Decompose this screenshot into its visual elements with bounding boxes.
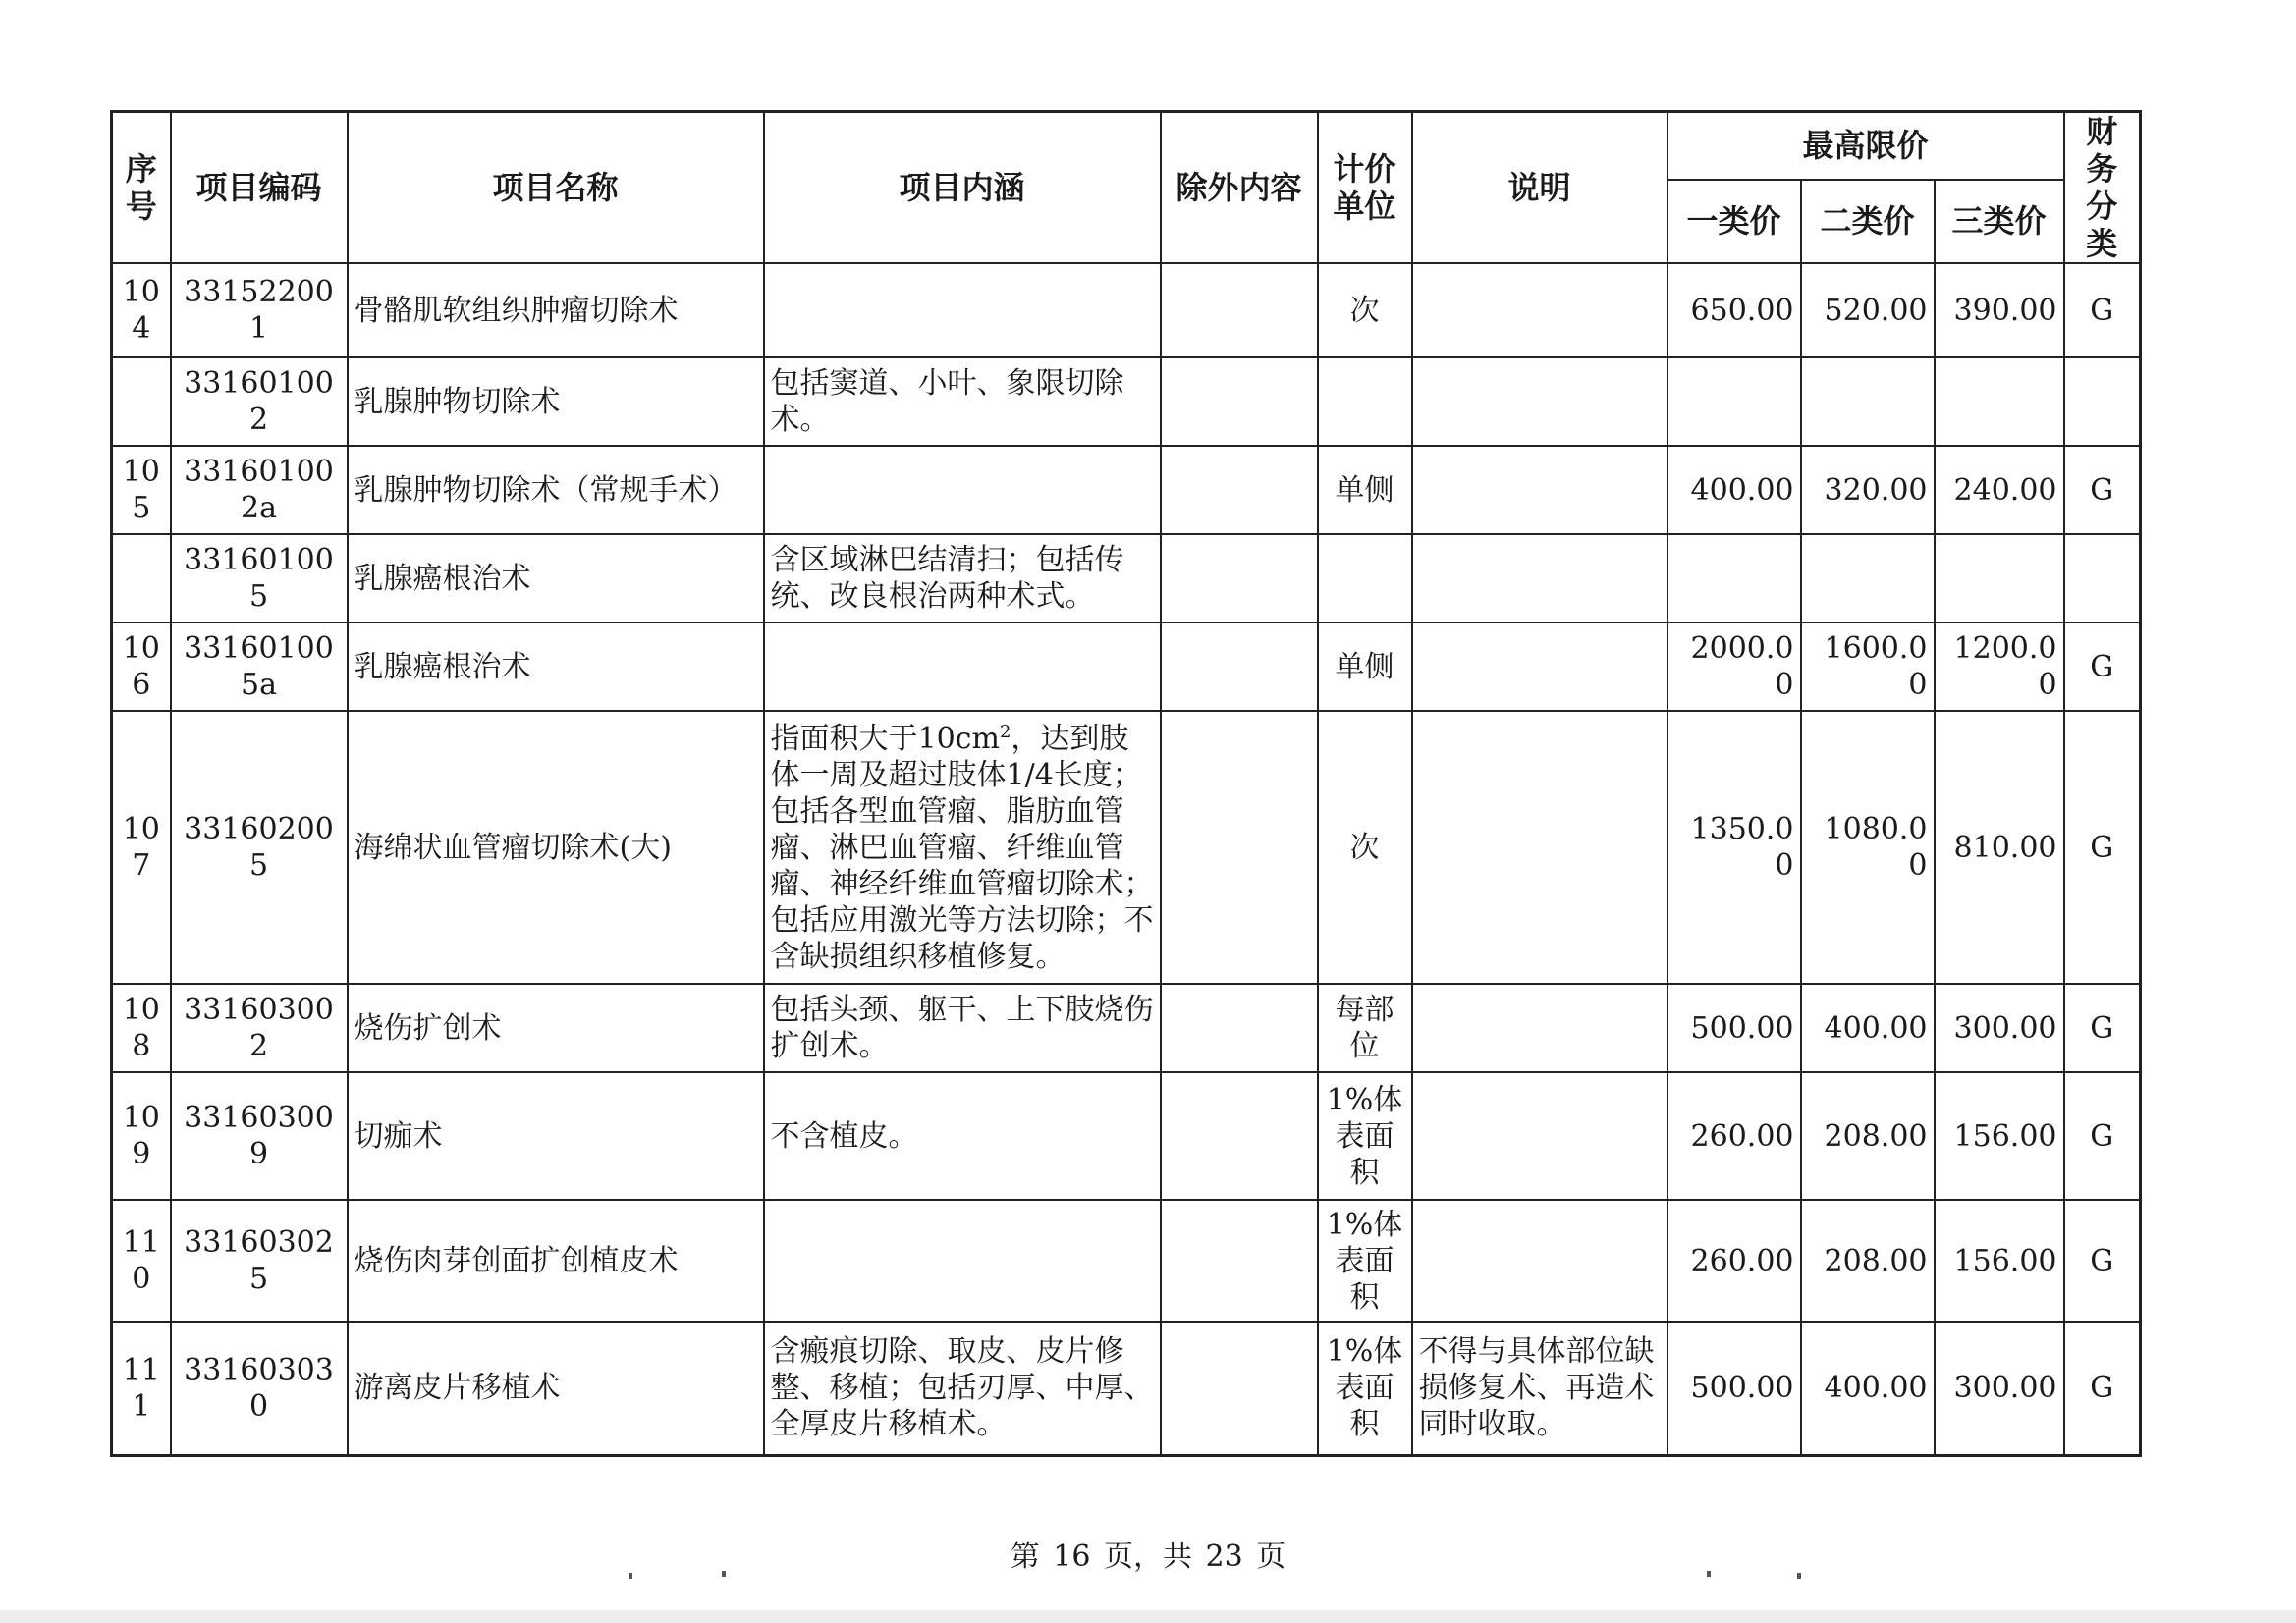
cell-code: 331602005 — [171, 711, 348, 984]
footer-page-number: 16 — [1053, 1540, 1091, 1574]
header-class2: 二类价 — [1801, 180, 1935, 263]
cell-seq: 104 — [112, 263, 171, 357]
cell-finance: G — [2064, 622, 2141, 711]
cell-note — [1412, 263, 1667, 357]
cell-price-class1: 2000.00 — [1667, 622, 1801, 711]
cell-excluded — [1161, 1322, 1318, 1455]
cell-name: 骨骼肌软组织肿瘤切除术 — [348, 263, 764, 357]
cell-name: 乳腺癌根治术 — [348, 534, 764, 622]
cell-content: 含区域淋巴结清扫；包括传统、改良根治两种术式。 — [764, 534, 1161, 622]
footer-prefix: 第 — [1010, 1540, 1040, 1574]
header-note: 说明 — [1412, 112, 1667, 264]
header-max-price: 最高限价 — [1667, 112, 2064, 180]
cell-content — [764, 622, 1161, 711]
cell-content: 包括窦道、小叶、象限切除术。 — [764, 357, 1161, 446]
cell-excluded — [1161, 357, 1318, 446]
footer-mid: 页，共 — [1104, 1540, 1192, 1574]
cell-name: 烧伤肉芽创面扩创植皮术 — [348, 1200, 764, 1322]
table-row — [112, 534, 2141, 622]
page-footer — [0, 1532, 2296, 1575]
cell-seq: 109 — [112, 1072, 171, 1200]
cell-content: 不含植皮。 — [764, 1072, 1161, 1200]
cell-seq: 110 — [112, 1200, 171, 1322]
cell-code: 331603030 — [171, 1322, 348, 1455]
cell-note — [1412, 984, 1667, 1072]
header-class1: 一类价 — [1667, 180, 1801, 263]
cell-price-class2: 400.00 — [1801, 1322, 1935, 1455]
cell-code: 331601005 — [171, 534, 348, 622]
cell-excluded — [1161, 622, 1318, 711]
superscript-two: 2 — [999, 721, 1011, 742]
table-row — [112, 1200, 2141, 1322]
cell-price-class3: 240.00 — [1935, 446, 2064, 534]
cell-price-class2 — [1801, 534, 1935, 622]
cell-price-class2: 1080.00 — [1801, 711, 1935, 984]
table-row — [112, 622, 2141, 711]
table-row — [112, 357, 2141, 446]
cell-excluded — [1161, 1200, 1318, 1322]
cell-excluded — [1161, 534, 1318, 622]
cell-price-class3: 1200.00 — [1935, 622, 2064, 711]
table-header — [112, 112, 2141, 264]
cell-unit: 1%体表面积 — [1318, 1322, 1412, 1455]
cell-seq — [112, 534, 171, 622]
cell-finance: G — [2064, 984, 2141, 1072]
cell-unit — [1318, 357, 1412, 446]
cell-note — [1412, 711, 1667, 984]
cell-seq: 108 — [112, 984, 171, 1072]
cell-price-class3: 390.00 — [1935, 263, 2064, 357]
table-row — [112, 711, 2141, 984]
cell-code: 331603009 — [171, 1072, 348, 1200]
cell-price-class1 — [1667, 357, 1801, 446]
cell-seq: 105 — [112, 446, 171, 534]
header-code: 项目编码 — [171, 112, 348, 264]
table-body — [112, 263, 2141, 1455]
header-class3: 三类价 — [1935, 180, 2064, 263]
header-excluded: 除外内容 — [1161, 112, 1318, 264]
cell-seq: 107 — [112, 711, 171, 984]
content-text-pre: 指面积大于10cm — [770, 721, 1000, 756]
cell-unit: 次 — [1318, 263, 1412, 357]
cell-price-class2: 520.00 — [1801, 263, 1935, 357]
cell-code: 331522001 — [171, 263, 348, 357]
cell-unit: 每部位 — [1318, 984, 1412, 1072]
header-seq: 序号 — [112, 112, 171, 264]
cell-unit — [1318, 534, 1412, 622]
cell-price-class3 — [1935, 357, 2064, 446]
cell-name: 乳腺癌根治术 — [348, 622, 764, 711]
cell-note — [1412, 622, 1667, 711]
cell-note — [1412, 1072, 1667, 1200]
cell-name: 海绵状血管瘤切除术(大) — [348, 711, 764, 984]
cell-price-class1: 1350.00 — [1667, 711, 1801, 984]
cell-note — [1412, 357, 1667, 446]
cell-price-class1: 400.00 — [1667, 446, 1801, 534]
cell-price-class3: 300.00 — [1935, 984, 2064, 1072]
header-unit: 计价单位 — [1318, 112, 1412, 264]
cell-price-class3: 156.00 — [1935, 1200, 2064, 1322]
footer-total-pages: 23 — [1205, 1540, 1243, 1574]
cell-content: 包括头颈、躯干、上下肢烧伤扩创术。 — [764, 984, 1161, 1072]
cell-finance: G — [2064, 446, 2141, 534]
cell-note — [1412, 446, 1667, 534]
cell-content — [764, 446, 1161, 534]
table-row — [112, 984, 2141, 1072]
scan-speck — [1707, 1571, 1711, 1577]
cell-price-class1: 650.00 — [1667, 263, 1801, 357]
cell-price-class3: 156.00 — [1935, 1072, 2064, 1200]
cell-finance: G — [2064, 711, 2141, 984]
cell-code: 331601002 — [171, 357, 348, 446]
cell-unit: 1%体表面积 — [1318, 1072, 1412, 1200]
cell-content — [764, 1200, 1161, 1322]
cell-price-class1: 500.00 — [1667, 984, 1801, 1072]
cell-content — [764, 711, 1161, 984]
cell-unit: 单侧 — [1318, 446, 1412, 534]
cell-price-class3 — [1935, 534, 2064, 622]
cell-price-class2: 1600.00 — [1801, 622, 1935, 711]
cell-seq — [112, 357, 171, 446]
cell-price-class1 — [1667, 534, 1801, 622]
cell-price-class1: 500.00 — [1667, 1322, 1801, 1455]
fee-table — [110, 110, 2142, 1457]
cell-price-class2: 400.00 — [1801, 984, 1935, 1072]
cell-excluded — [1161, 711, 1318, 984]
cell-price-class2: 208.00 — [1801, 1200, 1935, 1322]
cell-seq: 111 — [112, 1322, 171, 1455]
cell-code: 331603025 — [171, 1200, 348, 1322]
cell-name: 烧伤扩创术 — [348, 984, 764, 1072]
cell-excluded — [1161, 263, 1318, 357]
cell-price-class1: 260.00 — [1667, 1072, 1801, 1200]
cell-unit: 1%体表面积 — [1318, 1200, 1412, 1322]
cell-excluded — [1161, 1072, 1318, 1200]
header-finance: 财务分类 — [2064, 112, 2141, 264]
cell-content — [764, 263, 1161, 357]
scan-speck — [1797, 1573, 1801, 1579]
cell-name: 乳腺肿物切除术 — [348, 357, 764, 446]
content-text: ，达到肢体一周及超过肢体1/4长度；包括各型血管瘤、脂肪血管瘤、淋巴血管瘤、纤维血管瘤、神经纤维血管瘤切除术；包括应用激光等方法切除；不含缺损组织移植修复。 — [770, 721, 1154, 974]
scan-speck — [629, 1573, 632, 1579]
cell-price-class3: 810.00 — [1935, 711, 2064, 984]
cell-finance — [2064, 534, 2141, 622]
cell-excluded — [1161, 984, 1318, 1072]
cell-content: 含瘢痕切除、取皮、皮片修整、移植；包括刃厚、中厚、全厚皮片移植术。 — [764, 1322, 1161, 1455]
cell-unit: 单侧 — [1318, 622, 1412, 711]
scan-speck — [722, 1571, 726, 1577]
header-name: 项目名称 — [348, 112, 764, 264]
cell-price-class3: 300.00 — [1935, 1322, 2064, 1455]
header-content: 项目内涵 — [764, 112, 1161, 264]
cell-code: 331601005a — [171, 622, 348, 711]
table-row — [112, 1072, 2141, 1200]
cell-name: 乳腺肿物切除术（常规手术） — [348, 446, 764, 534]
cell-excluded — [1161, 446, 1318, 534]
cell-finance: G — [2064, 1322, 2141, 1455]
scan-edge — [0, 1610, 2296, 1623]
cell-price-class2 — [1801, 357, 1935, 446]
cell-price-class1: 260.00 — [1667, 1200, 1801, 1322]
cell-finance: G — [2064, 263, 2141, 357]
footer-suffix: 页 — [1256, 1540, 1286, 1574]
cell-unit: 次 — [1318, 711, 1412, 984]
cell-seq: 106 — [112, 622, 171, 711]
table-row — [112, 263, 2141, 357]
cell-price-class2: 320.00 — [1801, 446, 1935, 534]
table-row — [112, 446, 2141, 534]
table-row — [112, 1322, 2141, 1455]
cell-code: 331603002 — [171, 984, 348, 1072]
cell-code: 331601002a — [171, 446, 348, 534]
cell-note: 不得与具体部位缺损修复术、再造术同时收取。 — [1412, 1322, 1667, 1455]
cell-name: 切痂术 — [348, 1072, 764, 1200]
cell-name: 游离皮片移植术 — [348, 1322, 764, 1455]
cell-note — [1412, 534, 1667, 622]
cell-note — [1412, 1200, 1667, 1322]
cell-finance: G — [2064, 1200, 2141, 1322]
cell-finance — [2064, 357, 2141, 446]
cell-finance: G — [2064, 1072, 2141, 1200]
cell-price-class2: 208.00 — [1801, 1072, 1935, 1200]
